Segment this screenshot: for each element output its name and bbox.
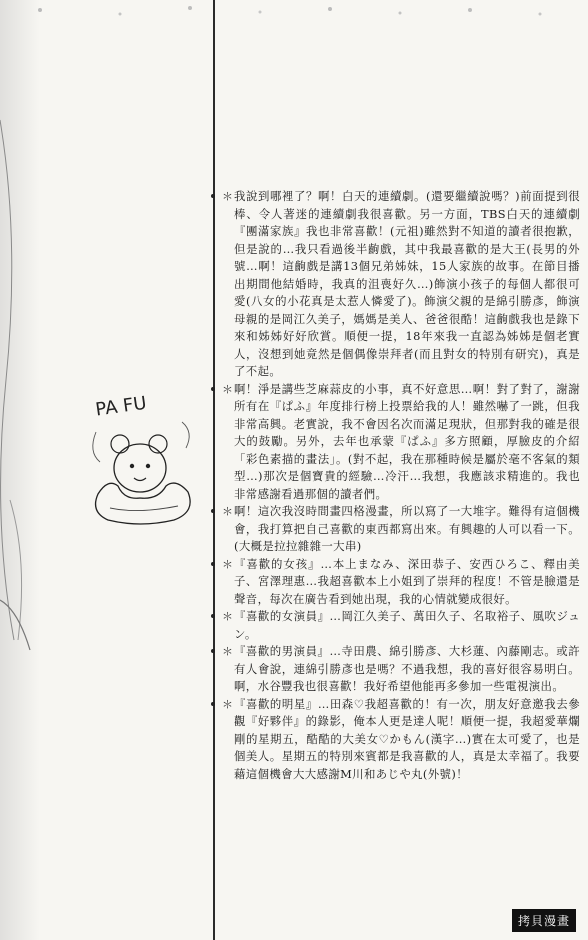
note-text: 啊！這次我沒時間畫四格漫畫，所以寫了一大堆字。難得有這個機會，我打算把自己喜歡的東西都寫出來。有興趣的人可以看一下。(大概是拉拉雜雜一大串) [234,504,580,553]
bullet-dot [211,702,215,706]
asterisk-marker: ＊ [222,610,234,623]
sketch-lines [0,0,60,940]
note-item [222,188,580,381]
mascot-caption: PA FU [94,392,148,421]
note-item [222,503,580,556]
watermark-badge: 拷貝漫畫 [512,909,576,932]
asterisk-marker: ＊ [222,382,234,396]
note-item [222,643,580,696]
asterisk-marker: ＊ [222,557,234,571]
note-text: 『喜歡的明星』…田森♡我超喜歡的！有一次，朋友好意邀我去參觀『好夥伴』的錄影，俺本人更是達人呢！順便一提，我超愛華爛剛的星期五，酷酷的大美女♡かもん(漢字…)實在太可愛了，也是個美人。星期五的特別來賓都是我喜歡的人，真是太幸福了。我要藉這個機會大大感謝M川和あじや丸(外號)！ [234,696,580,781]
author-notes [222,188,580,783]
note-item [222,608,580,643]
asterisk-marker: ＊ [222,190,234,203]
note-text: 『喜歡的女孩』…本上まなみ、深田恭子、安西ひろこ、釋由美子、宮澤理惠…我超喜歡本上小姐到了崇拜的程度！不管是臉還是聲音，每次在廣告看到她出現，我的心情就變成很好。 [234,556,580,606]
bullet-dot [211,509,215,513]
note-text: 啊！淨是講些芝麻蒜皮的小事，真不好意思…啊！對了對了，謝謝所有在『ぱふ』年度排行榜上投票給我的人！雖然嚇了一跳，但我非常高興。老實說，我不會因名次而滿足現狀，但那對我的確是很大的鼓勵。另外，去年也承蒙『ぱふ』多方照顧，厚臉皮的介紹「彩色素描的畫法」。(對不起，我在那種時候是屬於毫不客氣的類型…)那次是個寶貴的經驗…冷汗…我想，我應該求精進的。我也非常感謝看過那個的讀者們。 [234,381,580,501]
bullet-dot [211,614,215,618]
asterisk-marker: ＊ [222,697,234,711]
bullet-dot [211,649,215,653]
bullet-dot [211,387,215,391]
asterisk-marker: ＊ [222,505,234,518]
note-item [222,381,580,504]
mascot-illustration [78,382,218,532]
note-text: 我說到哪裡了？啊！白天的連續劇。(還要繼續說嗎？)前面提到很棒、令人著迷的連續劇我很喜歡。另一方面，TBS白天的連續劇『團滿家族』我也非常喜歡！(元祖)雖然對不知道的讀者很抱歉，但是說的…我只看過後半齣戲，其中我最喜歡的是大王(長男的外號…啊！這齣戲是講13個兄弟姊妹，15人家族的故事。在節目播出期間他結婚時，我真的沮喪好久…)飾演小孩子的每個人都很可愛(八女的小花真是太惹人憐愛了)。飾演父親的是綿引勝彥，飾演母親的是岡江久美子，媽媽是美人、爸爸很酷！這齣戲我也是錄下來和姊姊好好欣賞。順便一提，18年來我一直認為姊姊是個老實人，沒想到她竟然是個偶像崇拜者(而且對女的特別有研究)，真是了不起。 [234,189,580,378]
asterisk-marker: ＊ [222,645,234,658]
note-item [222,696,580,784]
note-text: 『喜歡的女演員』…岡江久美子、萬田久子、名取裕子、風吹ジュン。 [234,609,580,641]
bullet-dot [211,562,215,566]
bullet-dot [211,194,215,198]
note-item [222,556,580,609]
top-speckle [0,0,588,30]
note-text: 『喜歡的男演員』…寺田農、綿引勝彥、大杉蓮、內藤剛志。或許有人會說，連綿引勝彥也是嗎？不過我想，我的喜好很容易明白。啊，水谷豐我也很喜歡！我好希望他能再多參加一些電視演出。 [234,644,580,693]
